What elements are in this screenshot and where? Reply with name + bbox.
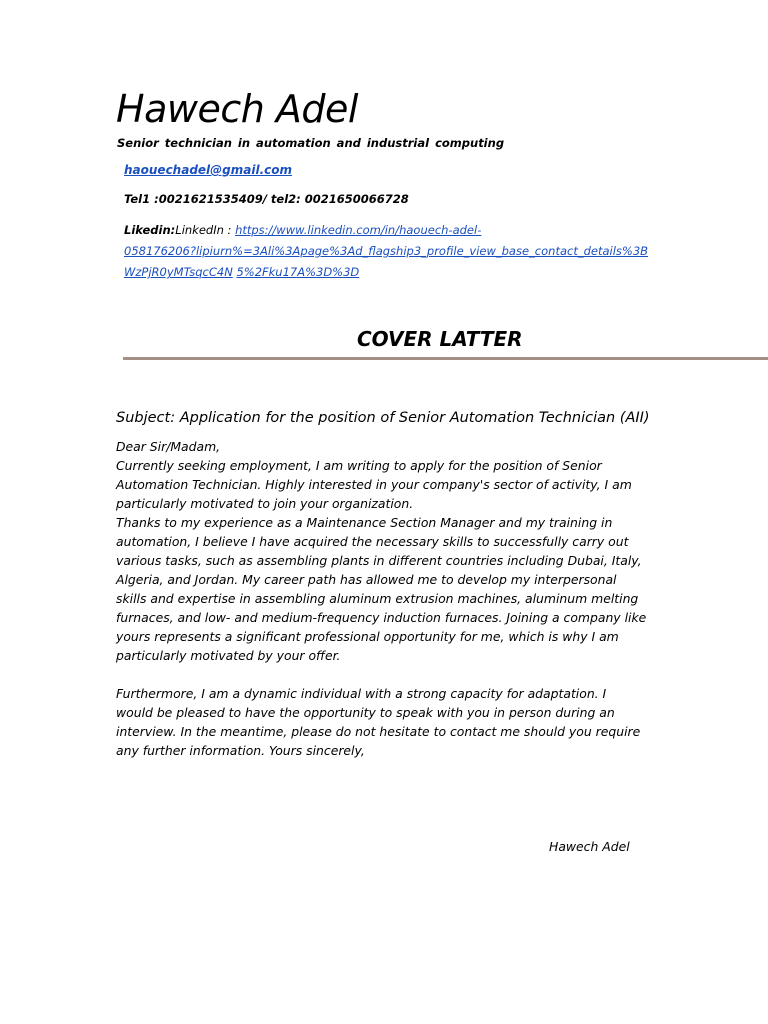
letter-body-line: Dear Sir/Madam, — [116, 439, 221, 454]
letter-body-line: would be pleased to have the opportunity to speak with you in person during an — [116, 705, 615, 720]
letter-body-line: automation, I believe I have acquired the necessary skills to successfully carry out — [116, 534, 629, 549]
linkedin-label: Likedin: — [124, 223, 176, 237]
linkedin-prefix: LinkedIn : — [175, 223, 236, 237]
linkedin-line-2 — [124, 241, 704, 262]
letter-body-line: particularly motivated by your offer. — [116, 648, 341, 663]
email-link[interactable]: haouechadel@gmail.com — [124, 163, 292, 177]
linkedin-url-part-4[interactable]: 5%2Fku17A%3D%3D — [236, 265, 360, 279]
phone-numbers: Tel1 :0021621535409/ tel2: 0021650066728 — [124, 192, 409, 206]
section-title: COVER LATTER — [357, 327, 523, 351]
linkedin-line-1 — [124, 220, 704, 241]
linkedin-contact — [124, 220, 704, 283]
linkedin-url-part-1[interactable]: https://www.linkedin.com/in/haouech-adel- — [235, 223, 482, 237]
applicant-name: Hawech Adel — [116, 87, 358, 131]
letter-body-line: Automation Technician. Highly interested in your company's sector of activity, I am — [116, 477, 632, 492]
letter-subject: Subject: Application for the position of Senior Automation Technician (AII) — [116, 410, 650, 426]
letter-body-line: particularly motivated to join your organization. — [116, 496, 414, 511]
letter-body-line: Thanks to my experience as a Maintenance Section Manager and my training in — [116, 515, 613, 530]
linkedin-line-3 — [124, 262, 704, 283]
title-divider — [123, 357, 768, 360]
applicant-headline: Senior technician in automation and industrial computing — [117, 136, 505, 150]
linkedin-url-part-3[interactable]: WzPjR0yMTsqcC4N — [124, 265, 233, 279]
paragraph-spacer — [116, 665, 676, 684]
letter-body-line: various tasks, such as assembling plants in different countries including Dubai, Italy, — [116, 553, 642, 568]
letter-body-line: interview. In the meantime, please do not hesitate to contact me should you require — [116, 724, 641, 739]
letter-body-line: skills and expertise in assembling aluminum extrusion machines, aluminum melting — [116, 591, 639, 606]
letter-body-line: Currently seeking employment, I am writing to apply for the position of Senior — [116, 458, 602, 473]
letter-body-line: furnaces, and low- and medium-frequency induction furnaces. Joining a company like — [116, 610, 647, 625]
linkedin-url-part-2[interactable]: 058176206?lipiurn%=3Ali%3Apage%3Ad_flagship3_profile_view_base_contact_details%3B — [124, 244, 649, 258]
letter-body-line: Algeria, and Jordan. My career path has allowed me to develop my interpersonal — [116, 572, 617, 587]
letter-body-line: any further information. Yours sincerely, — [116, 743, 365, 758]
letter-signature: Hawech Adel — [549, 839, 630, 854]
letter-body-line: Furthermore, I am a dynamic individual with a strong capacity for adaptation. I — [116, 686, 607, 701]
letter-body-line: yours represents a significant professional opportunity for me, which is why I am — [116, 629, 619, 644]
letter-body — [116, 437, 676, 760]
